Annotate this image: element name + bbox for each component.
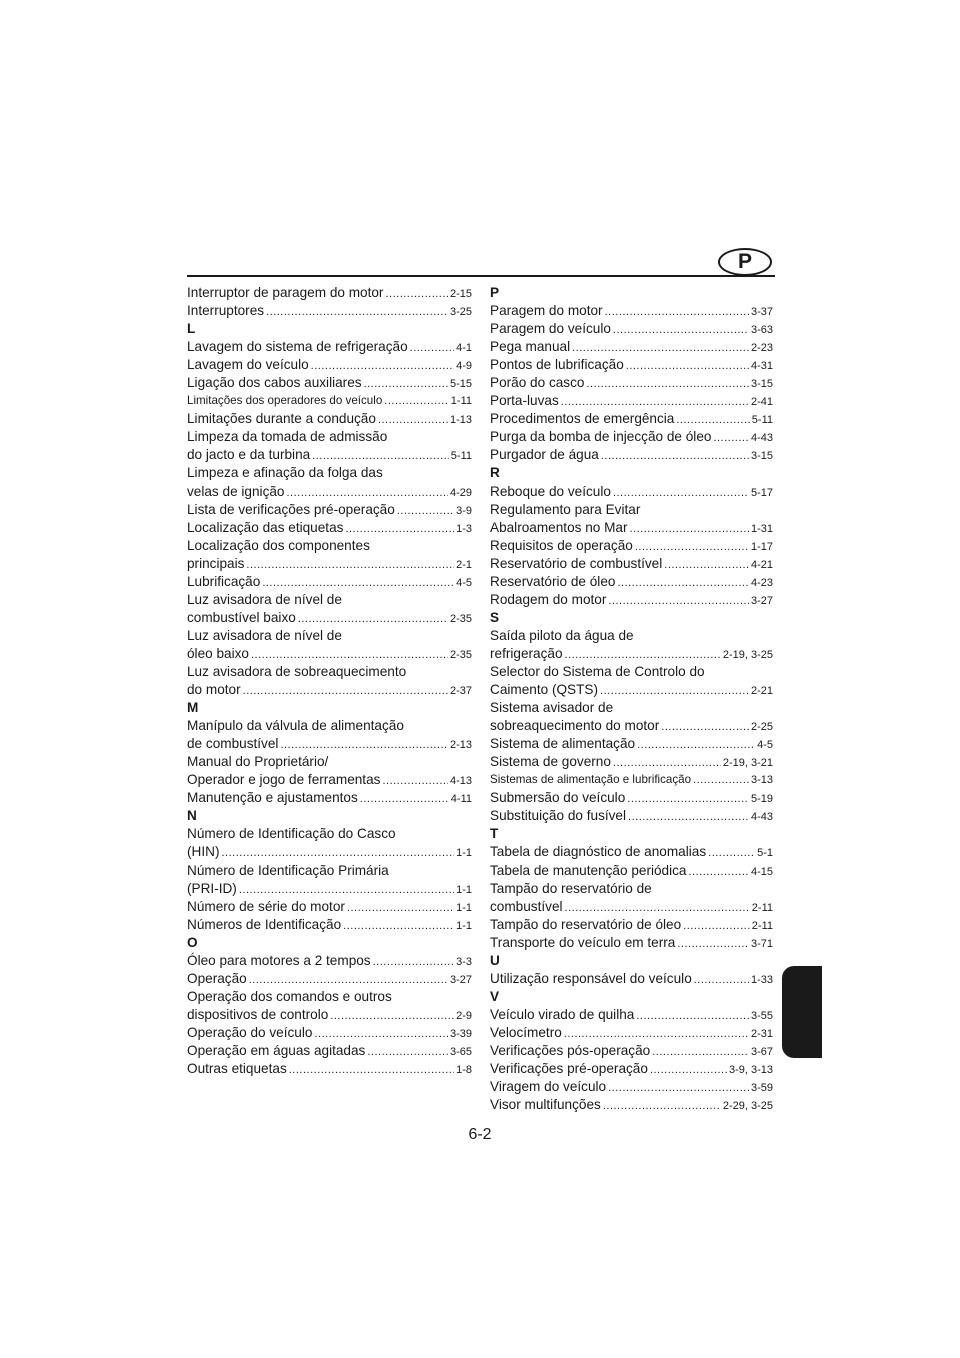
- index-entry: [187, 970, 472, 988]
- index-entry: [187, 609, 472, 627]
- index-page-ref: 1-17: [750, 540, 773, 553]
- index-entry: [490, 1006, 773, 1024]
- index-entry-text: Veículo virado de quilha: [490, 1006, 635, 1022]
- dot-leader: [266, 303, 448, 320]
- dot-leader: [603, 1097, 721, 1114]
- dot-leader: [565, 646, 721, 663]
- dot-leader: [613, 484, 749, 501]
- index-letter-heading: S: [490, 609, 500, 625]
- index-entry-text: Operação: [187, 970, 247, 986]
- chapter-tab: [782, 966, 822, 1058]
- index-entry-text: Verificações pré-operação: [490, 1061, 648, 1077]
- index-entry: [490, 753, 773, 771]
- dot-leader: [364, 375, 448, 392]
- index-page-ref: 3-27: [750, 594, 773, 607]
- index-page-ref: 2-41: [750, 396, 773, 409]
- page-number: 6-2: [468, 1126, 492, 1143]
- dot-leader: [373, 953, 454, 970]
- dot-leader: [608, 592, 749, 609]
- index-entry-text: Paragem do veículo: [490, 321, 611, 337]
- index-page-ref: 3-55: [750, 1009, 773, 1022]
- dot-leader: [586, 375, 749, 392]
- dot-leader: [635, 538, 749, 555]
- index-page-ref: 4-15: [750, 865, 773, 878]
- index-entry-text: principais: [187, 555, 245, 571]
- index-entry: [490, 320, 773, 338]
- index-entry: [187, 410, 472, 428]
- index-page-ref: 3-3: [456, 955, 472, 968]
- dot-leader: [251, 646, 448, 663]
- index-page-ref: 4-13: [449, 775, 472, 788]
- dot-leader: [243, 682, 448, 699]
- index-entry-continued-line: Número de Identificação do Casco: [187, 826, 396, 842]
- language-letter: P: [737, 250, 752, 273]
- index-page-ref: 1-1: [456, 847, 472, 860]
- index-entry: [490, 392, 773, 410]
- dot-leader: [262, 574, 454, 591]
- dot-leader: [382, 772, 448, 789]
- index-entry-text: do motor: [187, 682, 241, 698]
- index-letter-heading: N: [187, 808, 197, 824]
- index-entry-continued-line: Luz avisadora de sobreaquecimento: [187, 663, 407, 679]
- index-page-ref: 4-11: [450, 793, 472, 806]
- index-entry-text: Números de Identificação: [187, 916, 342, 932]
- index-page-ref: 3-15: [750, 378, 773, 391]
- dot-leader: [330, 1007, 454, 1024]
- index-page-ref: 2-13: [449, 739, 472, 752]
- index-entry-text: Procedimentos de emergência: [490, 411, 675, 427]
- index-entry-text: de combustível: [187, 736, 279, 752]
- index-page-ref: 4-5: [757, 739, 773, 752]
- index-entry: [490, 356, 773, 374]
- index-entry: [187, 519, 472, 537]
- index-entry: [187, 898, 472, 916]
- index-column-left: [187, 284, 472, 1078]
- dot-leader: [683, 917, 750, 934]
- index-entry: [490, 302, 773, 320]
- index-entry: [490, 789, 773, 807]
- index-letter-heading: T: [490, 826, 499, 842]
- index-page-ref: 5-11: [450, 450, 472, 463]
- language-badge: [718, 248, 772, 276]
- index-entry: [490, 573, 773, 591]
- dot-leader: [564, 1025, 749, 1042]
- dot-leader: [613, 754, 721, 771]
- index-entry: [187, 1024, 472, 1042]
- index-entry: [490, 446, 773, 464]
- dot-leader: [246, 556, 454, 573]
- index-page-ref: 3-39: [449, 1027, 472, 1040]
- index-entry-text: (PRI-ID): [187, 880, 237, 896]
- dot-leader: [572, 339, 749, 356]
- dot-leader: [367, 1043, 448, 1060]
- index-entry: [490, 428, 773, 446]
- index-entry-text: combustível baixo: [187, 609, 296, 625]
- index-entry-text: Purga da bomba de injecção de óleo: [490, 429, 712, 445]
- index-page-ref: 2-11: [751, 919, 773, 932]
- index-entry-text: Interruptor de paragem do motor: [187, 285, 384, 300]
- index-entry-text: Operação do veículo: [187, 1024, 313, 1040]
- index-entry-text: Lavagem do veículo: [187, 357, 309, 373]
- dot-leader: [605, 303, 749, 320]
- index-page-ref: 2-1: [456, 558, 472, 571]
- index-entry-text: combustível: [490, 898, 563, 914]
- index-page-ref: 4-5: [456, 576, 472, 589]
- index-page-ref: 4-29: [449, 486, 472, 499]
- index-entry: [187, 573, 472, 591]
- dot-leader: [561, 393, 749, 410]
- index-page-ref: 2-37: [449, 685, 472, 698]
- index-entry-text: Interruptores: [187, 303, 265, 319]
- index-entry: [490, 338, 773, 356]
- index-page-ref: 2-19, 3-25: [722, 648, 773, 661]
- dot-leader: [693, 771, 749, 789]
- index-entry-text: Rodagem do motor: [490, 591, 607, 607]
- index-entry: [187, 645, 472, 663]
- index-page-ref: 2-21: [750, 685, 773, 698]
- index-page-ref: 2-19, 3-21: [722, 757, 773, 770]
- dot-leader: [708, 844, 755, 861]
- dot-leader: [289, 1061, 454, 1078]
- dot-leader: [694, 971, 749, 988]
- index-letter-heading: O: [187, 934, 198, 950]
- index-page-ref: 2-23: [750, 342, 773, 355]
- index-entry: [187, 356, 472, 374]
- index-entry-continued-line: Saída piloto da água de: [490, 627, 634, 643]
- index-page-ref: 3-67: [750, 1045, 773, 1058]
- index-entry: [187, 374, 472, 392]
- index-entry: [490, 374, 773, 392]
- index-entry-text: Operador e jogo de ferramentas: [187, 772, 381, 788]
- index-entry-text: Porão do casco: [490, 375, 585, 391]
- index-entry: [187, 284, 472, 302]
- index-entry: [187, 916, 472, 934]
- index-entry-text: Tabela de manutenção periódica: [490, 862, 687, 878]
- index-entry-continued-line: Sistema avisador de: [490, 700, 614, 716]
- index-entry-text: Sistemas de alimentação e lubrificação: [490, 773, 692, 787]
- index-page-ref: 1-31: [750, 522, 773, 535]
- index-entry-text: Óleo para motores a 2 tempos: [187, 952, 371, 968]
- dot-leader: [298, 610, 448, 627]
- index-entry: [187, 771, 472, 789]
- dot-leader: [410, 339, 454, 356]
- dot-leader: [626, 357, 749, 374]
- dot-leader: [314, 1025, 448, 1042]
- index-entry-continued-line: Regulamento para Evitar: [490, 501, 641, 517]
- index-entry-text: Lubrificação: [187, 573, 261, 589]
- index-entry-text: Paragem do motor: [490, 303, 603, 319]
- dot-leader: [360, 790, 449, 807]
- dot-leader: [630, 520, 749, 537]
- index-letter-heading: V: [490, 988, 500, 1004]
- index-entry-text: Submersão do veículo: [490, 790, 626, 806]
- index-entry-text: Porta-luvas: [490, 393, 559, 409]
- index-column-right: [490, 284, 773, 1114]
- index-page-ref: 3-37: [750, 306, 773, 319]
- index-page-ref: 3-63: [750, 324, 773, 337]
- index-page-ref: 3-27: [449, 973, 472, 986]
- index-entry-text: Purgador de água: [490, 447, 599, 463]
- dot-leader: [636, 1007, 749, 1024]
- index-page-ref: 2-31: [750, 1027, 773, 1040]
- index-entry: [490, 519, 773, 537]
- index-page-ref: 3-59: [750, 1082, 773, 1095]
- dot-leader: [650, 1061, 727, 1078]
- index-entry-text: Outras etiquetas: [187, 1061, 287, 1077]
- index-entry-text: Lista de verificações pré-operação: [187, 501, 395, 517]
- index-entry: [187, 392, 472, 410]
- dot-leader: [565, 899, 750, 916]
- index-entry-text: Requisitos de operação: [490, 537, 633, 553]
- index-page-ref: 1-1: [456, 901, 472, 914]
- index-entry: [490, 410, 773, 428]
- index-page-ref: 3-25: [449, 306, 472, 319]
- dot-leader: [378, 411, 448, 428]
- index-entry: [187, 501, 472, 519]
- index-entry-text: refrigeração: [490, 645, 563, 661]
- dot-leader: [397, 502, 454, 519]
- dot-leader: [249, 971, 448, 988]
- index-page-ref: 2-11: [751, 901, 773, 914]
- index-entry: [490, 717, 773, 735]
- index-entry: [490, 537, 773, 555]
- index-entry-continued-line: Luz avisadora de nível de: [187, 627, 342, 643]
- index-page-ref: 1-11: [450, 395, 472, 408]
- index-entry: [490, 735, 773, 753]
- dot-leader: [637, 736, 755, 753]
- index-entry: [490, 681, 773, 699]
- index-entry: [187, 952, 472, 970]
- index-entry-text: Manutenção e ajustamentos: [187, 790, 358, 806]
- index-page-ref: 5-11: [751, 414, 773, 427]
- index-entry-text: Número de série do motor: [187, 898, 345, 914]
- index-entry-continued-line: Manípulo da válvula de alimentação: [187, 718, 404, 734]
- index-entry: [490, 843, 773, 861]
- dot-leader: [613, 321, 749, 338]
- index-entry-text: Abalroamentos no Mar: [490, 519, 628, 535]
- index-page-ref: 5-1: [757, 847, 773, 860]
- dot-leader: [617, 574, 749, 591]
- index-entry: [187, 446, 472, 464]
- index-page-ref: 3-13: [750, 774, 773, 787]
- dot-leader: [601, 447, 749, 464]
- index-entry: [490, 807, 773, 825]
- index-entry-text: Viragem do veículo: [490, 1079, 607, 1095]
- dot-leader: [661, 718, 749, 735]
- index-page-ref: 1-1: [456, 883, 472, 896]
- index-letter-heading: P: [490, 285, 500, 300]
- index-entry: [490, 483, 773, 501]
- index-entry-text: Ligação dos cabos auxiliares: [187, 375, 362, 391]
- index-page-ref: 5-17: [750, 486, 773, 499]
- index-entry-text: Verificações pós-operação: [490, 1042, 651, 1058]
- index-entry: [187, 880, 472, 898]
- dot-leader: [221, 844, 454, 861]
- index-entry-text: Reservatório de combustível: [490, 555, 663, 571]
- index-entry-text: Sistema de alimentação: [490, 736, 636, 752]
- index-entry: [187, 789, 472, 807]
- index-entry-text: velas de ignição: [187, 483, 285, 499]
- dot-leader: [677, 935, 749, 952]
- index-entry-text: Velocímetro: [490, 1024, 562, 1040]
- dot-leader: [311, 357, 454, 374]
- index-entry: [187, 338, 472, 356]
- dot-leader: [239, 881, 454, 898]
- index-entry: [490, 1078, 773, 1096]
- index-entry-text: Visor multifunções: [490, 1097, 601, 1113]
- index-entry-text: Pega manual: [490, 339, 571, 355]
- index-entry-continued-line: Tampão do reservatório de: [490, 880, 652, 896]
- index-page-ref: 2-35: [449, 612, 472, 625]
- index-entry-text: Tabela de diagnóstico de anomalias: [490, 844, 707, 860]
- index-entry-text: Limitações durante a condução: [187, 411, 376, 427]
- index-entry: [490, 970, 773, 988]
- index-entry-text: Caimento (QSTS): [490, 682, 599, 698]
- index-letter-heading: R: [490, 465, 500, 481]
- index-entry: [490, 1042, 773, 1060]
- index-entry: [187, 483, 472, 501]
- dot-leader: [280, 736, 448, 753]
- index-entry: [490, 645, 773, 663]
- index-entry-continued-line: Luz avisadora de nível de: [187, 591, 342, 607]
- index-letter-heading: M: [187, 700, 199, 716]
- index-entry: [187, 735, 472, 753]
- index-entry: [490, 862, 773, 880]
- index-entry: [187, 302, 472, 320]
- index-entry-text: Tampão do reservatório de óleo: [490, 916, 682, 932]
- dot-leader: [345, 520, 454, 537]
- index-entry-text: Transporte do veículo em terra: [490, 934, 676, 950]
- index-page-ref: 3-71: [750, 937, 773, 950]
- index-entry: [490, 555, 773, 573]
- index-entry: [490, 1060, 773, 1078]
- dot-leader: [676, 411, 749, 428]
- index-entry-text: Sistema de governo: [490, 754, 611, 770]
- index-entry-text: do jacto e da turbina: [187, 447, 311, 463]
- index-entry: [490, 1024, 773, 1042]
- index-page-ref: 3-9, 3-13: [728, 1064, 773, 1077]
- index-entry-text: Reservatório de óleo: [490, 573, 616, 589]
- index-letter-heading: U: [490, 952, 500, 968]
- index-entry: [490, 916, 773, 934]
- index-page-ref: 1-3: [456, 522, 472, 535]
- index-page-ref: 4-21: [750, 558, 773, 571]
- dot-leader: [343, 917, 454, 934]
- header-rule: [187, 275, 775, 277]
- dot-leader: [384, 392, 449, 410]
- dot-leader: [627, 790, 749, 807]
- index-page-ref: 4-43: [750, 432, 773, 445]
- index-entry: [187, 555, 472, 573]
- index-page-ref: 5-15: [449, 378, 472, 391]
- index-entry: [490, 771, 773, 789]
- index-entry-text: Lavagem do sistema de refrigeração: [187, 339, 408, 355]
- index-entry-continued-line: Número de Identificação Primária: [187, 862, 389, 878]
- index-entry: [187, 1042, 472, 1060]
- index-page-ref: 2-25: [750, 721, 773, 734]
- dot-leader: [713, 429, 749, 446]
- index-entry-text: (HIN): [187, 844, 220, 860]
- index-entry-text: Localização das etiquetas: [187, 519, 344, 535]
- index-entry-text: Pontos de lubrificação: [490, 357, 624, 373]
- index-entry-continued-line: Operação dos comandos e outros: [187, 988, 392, 1004]
- index-entry-continued-line: Limpeza da tomada de admissão: [187, 429, 388, 445]
- dot-leader: [628, 808, 749, 825]
- dot-leader: [312, 447, 449, 464]
- index-entry-text: Substituição do fusível: [490, 808, 627, 824]
- index-page-ref: 4-23: [750, 576, 773, 589]
- index-page-ref: 2-15: [449, 288, 472, 300]
- index-entry: [187, 681, 472, 699]
- index-entry-text: dispositivos de controlo: [187, 1006, 329, 1022]
- index-letter-heading: L: [187, 321, 196, 337]
- index-page-ref: 1-13: [449, 414, 472, 427]
- dot-leader: [652, 1043, 749, 1060]
- index-entry: [490, 591, 773, 609]
- index-page-ref: 5-19: [750, 793, 773, 806]
- index-entry: [187, 843, 472, 861]
- dot-leader: [287, 484, 448, 501]
- index-page-ref: 4-43: [750, 811, 773, 824]
- index-entry-continued-line: Manual do Proprietário/: [187, 754, 329, 770]
- index-entry-text: sobreaquecimento do motor: [490, 718, 660, 734]
- index-entry-text: Operação em águas agitadas: [187, 1042, 366, 1058]
- index-entry-text: Reboque do veículo: [490, 483, 611, 499]
- dot-leader: [689, 863, 749, 880]
- index-page-ref: 2-29, 3-25: [722, 1100, 773, 1113]
- dot-leader: [385, 285, 448, 302]
- index-entry-text: Utilização responsável do veículo: [490, 970, 692, 986]
- dot-leader: [608, 1079, 749, 1096]
- index-page-ref: 4-31: [750, 360, 773, 373]
- index-page-ref: 4-9: [456, 360, 472, 373]
- index-page-ref: 1-8: [456, 1064, 472, 1077]
- index-entry-text: Limitações dos operadores do veículo: [187, 394, 383, 408]
- index-entry: [187, 1060, 472, 1078]
- dot-leader: [347, 899, 454, 916]
- index-entry-continued-line: Limpeza e afinação da folga das: [187, 465, 383, 481]
- index-entry: [187, 1006, 472, 1024]
- index-page-ref: 3-15: [750, 450, 773, 463]
- index-entry-continued-line: Selector do Sistema de Controlo do: [490, 663, 705, 679]
- index-entry-continued-line: Localização dos componentes: [187, 537, 370, 553]
- index-page-ref: 4-1: [456, 342, 472, 355]
- index-page-ref: 2-9: [456, 1009, 472, 1022]
- index-page-ref: 1-33: [750, 973, 773, 986]
- index-entry: [490, 898, 773, 916]
- index-page-ref: 3-65: [449, 1045, 472, 1058]
- index-entry: [490, 934, 773, 952]
- index-page-ref: 1-1: [456, 919, 472, 932]
- index-page-ref: 3-9: [456, 504, 472, 517]
- index-page-ref: 2-35: [449, 648, 472, 661]
- dot-leader: [664, 556, 749, 573]
- dot-leader: [600, 682, 749, 699]
- index-entry: [490, 1096, 773, 1114]
- index-entry-text: óleo baixo: [187, 645, 249, 661]
